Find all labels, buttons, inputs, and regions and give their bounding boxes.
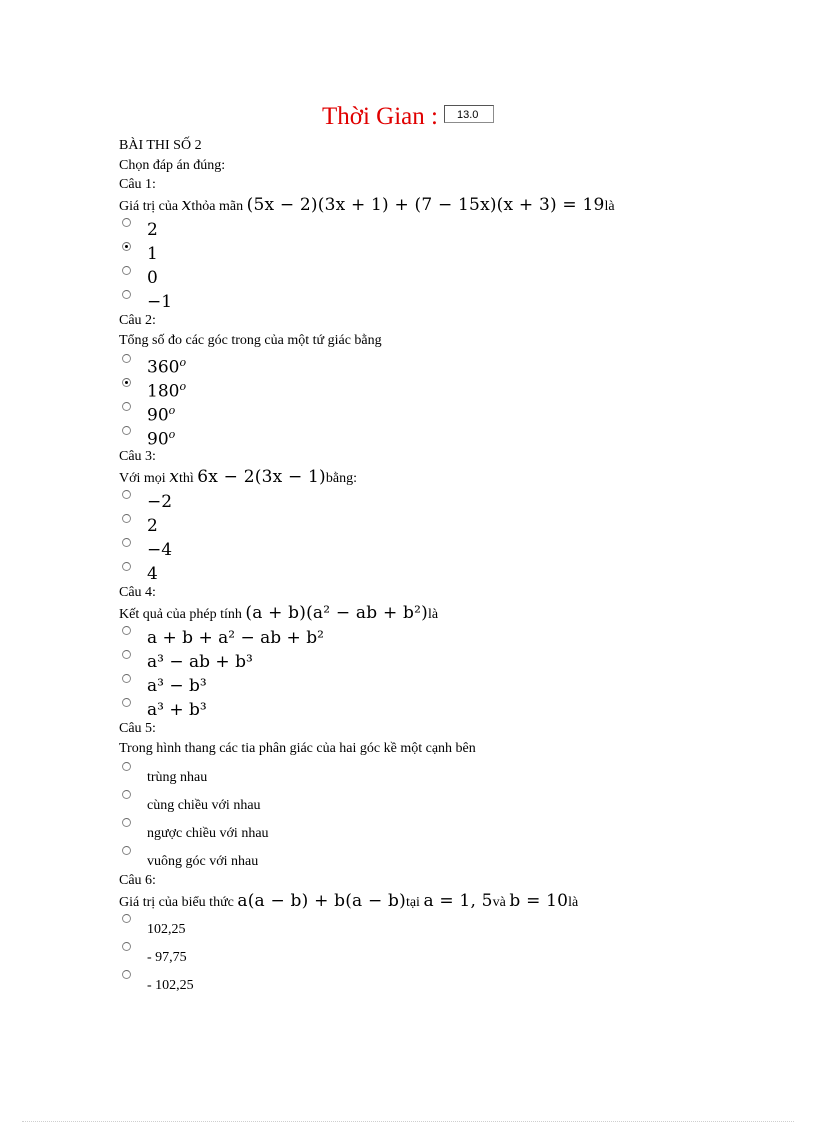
option-row[interactable]: [119, 288, 799, 312]
timer: [322, 103, 494, 131]
question-4-head: Câu 4:: [119, 585, 156, 600]
option-row[interactable]: [119, 844, 799, 872]
option-label: 2: [147, 220, 158, 240]
question-text-part: Giá trị của biểu thức: [119, 895, 234, 910]
radio-button[interactable]: [122, 818, 131, 827]
option-label: 4: [147, 564, 158, 584]
question-text-part: thỏa mãn: [191, 199, 244, 214]
option-label: −1: [147, 292, 173, 312]
option-label: 360$^o$: [147, 356, 187, 378]
question-6-head: Câu 6:: [119, 873, 156, 888]
question-text-part: Giá trị của: [119, 199, 179, 214]
question-6-text: [119, 890, 799, 912]
option-row[interactable]: [119, 760, 799, 788]
radio-button[interactable]: [122, 490, 131, 499]
question-5-head: Câu 5:: [119, 721, 156, 736]
radio-button[interactable]: [122, 562, 131, 571]
question-3-head: Câu 3:: [119, 449, 156, 464]
option-label: a³ − b³: [147, 676, 207, 696]
option-label: a + b + a² − ab + b²: [147, 628, 324, 648]
degree-superscript: o: [168, 428, 176, 441]
math-expression: a(a − b) + b(a − b): [237, 891, 406, 911]
math-expression: b = 10: [509, 891, 569, 911]
question-1-options: [119, 216, 799, 312]
question-4-text: [119, 602, 799, 624]
radio-button[interactable]: [122, 942, 131, 951]
option-label: 1: [147, 244, 158, 264]
timer-label: Thời Gian :: [322, 103, 438, 130]
option-label: −2: [147, 492, 173, 512]
option-row[interactable]: [119, 216, 799, 240]
question-2-options: [119, 352, 799, 448]
exam-title: BÀI THI SỐ 2: [119, 138, 202, 153]
question-text-part: Với mọi: [119, 471, 166, 486]
question-5-options: [119, 760, 799, 872]
exam-instruction: Chọn đáp án đúng:: [119, 158, 226, 173]
radio-button[interactable]: [122, 290, 131, 299]
question-4-options: [119, 624, 799, 720]
radio-button[interactable]: [122, 626, 131, 635]
radio-button[interactable]: [122, 698, 131, 707]
option-label: ngược chiều với nhau: [147, 826, 269, 841]
option-label: trùng nhau: [147, 770, 208, 785]
option-label: a³ + b³: [147, 700, 207, 720]
option-label: 180$^o$: [147, 380, 187, 402]
question-3-options: [119, 488, 799, 584]
radio-button[interactable]: [122, 538, 131, 547]
radio-button[interactable]: [122, 650, 131, 659]
radio-button[interactable]: [122, 674, 131, 683]
math-expression: (5x − 2)(3x + 1) + (7 − 15x)(x + 3) = 19: [246, 195, 605, 215]
radio-button[interactable]: [122, 266, 131, 275]
option-row[interactable]: [119, 264, 799, 288]
radio-button[interactable]: [122, 402, 131, 411]
option-row[interactable]: [119, 816, 799, 844]
degree-superscript: o: [168, 404, 176, 417]
radio-button[interactable]: [122, 354, 131, 363]
option-label: 2: [147, 516, 158, 536]
degree-superscript: o: [179, 380, 187, 393]
question-text-part: là: [604, 199, 615, 214]
radio-button[interactable]: [122, 790, 131, 799]
option-row[interactable]: [119, 424, 799, 448]
option-row[interactable]: [119, 560, 799, 584]
radio-button[interactable]: [122, 762, 131, 771]
option-row[interactable]: [119, 400, 799, 424]
degree-superscript: o: [179, 356, 187, 369]
radio-button[interactable]: [122, 242, 131, 251]
option-label: −4: [147, 540, 173, 560]
math-expression: (a + b)(a² − ab + b²): [245, 603, 428, 623]
timer-input[interactable]: 13.0: [444, 105, 494, 123]
question-text-part: Kết quả của phép tính: [119, 607, 242, 622]
option-label: a³ − ab + b³: [147, 652, 253, 672]
option-label: - 97,75: [147, 950, 187, 965]
math-variable: x: [181, 195, 192, 215]
option-label: cùng chiều với nhau: [147, 798, 261, 813]
option-row[interactable]: [119, 536, 799, 560]
radio-button[interactable]: [122, 846, 131, 855]
option-row[interactable]: [119, 788, 799, 816]
radio-button[interactable]: [122, 218, 131, 227]
option-label: 90$^o$: [147, 428, 176, 450]
option-row[interactable]: [119, 912, 799, 940]
question-text-part: và: [492, 895, 506, 910]
question-2-text: Tổng số đo các góc trong của một tứ giác bằng: [119, 333, 382, 348]
question-3-text: [119, 466, 799, 488]
option-row[interactable]: [119, 672, 799, 696]
option-label: 90$^o$: [147, 404, 176, 426]
option-row[interactable]: [119, 968, 799, 996]
option-label: 102,25: [147, 922, 186, 937]
option-label: - 102,25: [147, 978, 194, 993]
exam-content: [119, 136, 799, 996]
radio-button[interactable]: [122, 514, 131, 523]
math-expression: a = 1, 5: [423, 891, 493, 911]
option-row[interactable]: [119, 488, 799, 512]
question-1-text: [119, 194, 799, 216]
option-row[interactable]: [119, 648, 799, 672]
math-expression: 6x − 2(3x − 1): [197, 467, 326, 487]
radio-button[interactable]: [122, 914, 131, 923]
option-row[interactable]: [119, 696, 799, 720]
question-text-part: bằng:: [325, 471, 357, 486]
option-row[interactable]: [119, 352, 799, 376]
question-1-head: Câu 1:: [119, 177, 156, 192]
option-row[interactable]: [119, 240, 799, 264]
question-text-part: là: [427, 607, 439, 622]
question-5-text: Trong hình thang các tia phân giác của hai góc kề một cạnh bên: [119, 741, 476, 756]
question-text-part: là: [568, 895, 579, 910]
option-label: vuông góc với nhau: [147, 854, 259, 869]
question-text-part: tại: [405, 895, 420, 910]
option-row[interactable]: [119, 512, 799, 536]
option-label: 0: [147, 268, 158, 288]
radio-button[interactable]: [122, 378, 131, 387]
radio-button[interactable]: [122, 426, 131, 435]
question-2-head: Câu 2:: [119, 313, 156, 328]
math-variable: x: [169, 467, 179, 487]
option-row[interactable]: [119, 940, 799, 968]
option-row[interactable]: [119, 624, 799, 648]
question-text-part: thì: [178, 471, 194, 486]
radio-button[interactable]: [122, 970, 131, 979]
option-row[interactable]: [119, 376, 799, 400]
page-bottom-divider: [22, 1121, 794, 1122]
question-6-options: [119, 912, 799, 996]
